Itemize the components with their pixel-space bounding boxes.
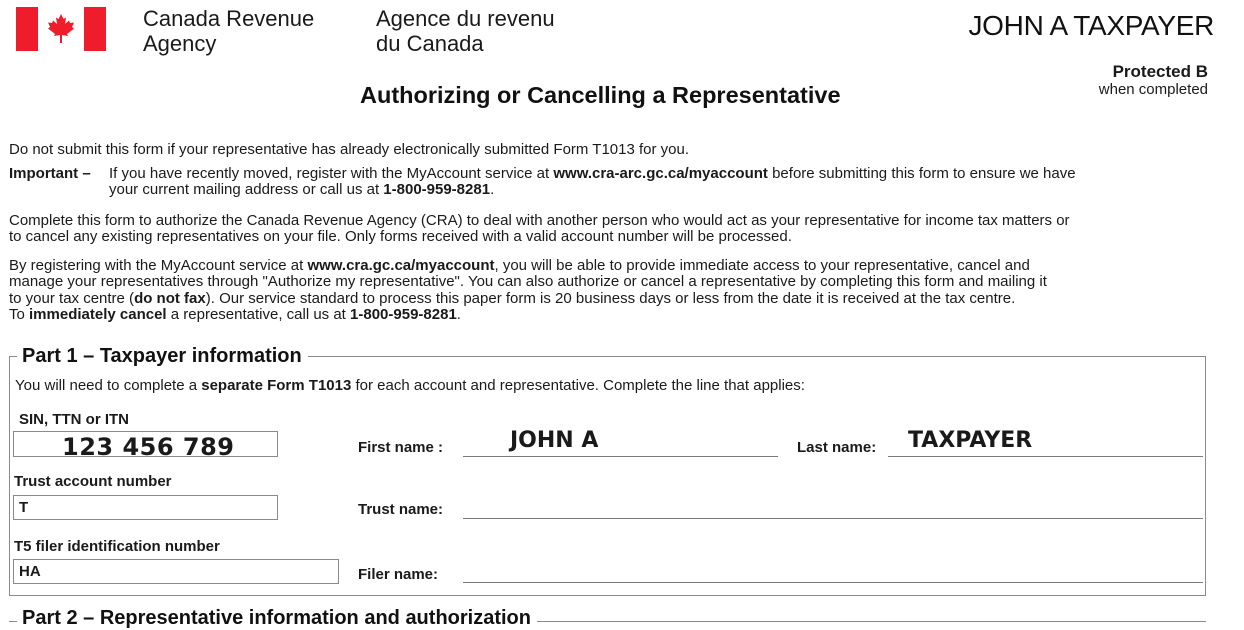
register-text-5: To bbox=[9, 306, 30, 324]
first-name-value: JOHN A bbox=[510, 428, 599, 453]
agency-name-french bbox=[376, 6, 555, 56]
maple-leaf-icon bbox=[47, 13, 75, 45]
sin-input[interactable] bbox=[13, 431, 278, 461]
register-paragraph bbox=[9, 258, 1047, 324]
important-label: Important – bbox=[9, 165, 91, 182]
flag-left-bar bbox=[16, 7, 38, 51]
sin-value: 123 456 789 bbox=[62, 433, 235, 461]
register-text-1: By registering with the MyAccount service at bbox=[9, 257, 308, 274]
filer-name-label: Filer name: bbox=[358, 566, 439, 583]
part1-title: Part 1 – Taxpayer information bbox=[17, 345, 308, 368]
complete-line1: Complete this form to authorize the Canada Revenue Agency (CRA) to deal with another person who would act as your representative for income tax matters or bbox=[9, 212, 1070, 229]
sin-label: SIN, TTN or ITN bbox=[19, 411, 129, 428]
trust-name-label: Trust name: bbox=[358, 501, 444, 518]
important-text-1: If you have recently moved, register with the MyAccount service at bbox=[109, 165, 554, 182]
instr-bold: separate Form T1013 bbox=[201, 377, 352, 394]
important-text bbox=[109, 166, 1076, 199]
first-name-label: First name : bbox=[358, 439, 444, 456]
trust-name-input[interactable] bbox=[463, 518, 1203, 519]
complete-paragraph bbox=[9, 213, 1070, 246]
complete-line2: to cancel any existing representatives on your file. Only forms received with a valid account number will be processed. bbox=[9, 228, 792, 246]
important-text-3: your current mailing address or call us at bbox=[109, 181, 384, 199]
immediately-cancel: immediately cancel bbox=[29, 306, 167, 324]
myaccount-link-2[interactable]: www.cra.gc.ca/myaccount bbox=[307, 257, 495, 274]
do-not-fax: do not fax bbox=[134, 289, 206, 307]
page-title: Authorizing or Cancelling a Representative bbox=[360, 82, 841, 108]
t5-filer-label: T5 filer identification number bbox=[14, 538, 220, 555]
instr-text-2: for each account and representative. Complete the line that applies: bbox=[351, 377, 805, 394]
myaccount-link[interactable]: www.cra-arc.gc.ca/myaccount bbox=[553, 165, 768, 182]
agency-en-line1: Canada Revenue bbox=[143, 6, 315, 31]
register-text-3: to your tax centre ( bbox=[9, 289, 135, 307]
agency-name-english bbox=[143, 6, 314, 56]
register-text-2: , you will be able to provide immediate access to your representative, cancel and bbox=[494, 257, 1030, 274]
last-name-value: TAXPAYER bbox=[908, 428, 1033, 453]
protected-sub: when completed bbox=[1098, 81, 1208, 98]
filer-name-input[interactable] bbox=[463, 582, 1203, 583]
first-name-input[interactable] bbox=[463, 456, 778, 457]
protected-label: Protected B bbox=[1112, 62, 1208, 81]
flag-right-bar bbox=[84, 7, 106, 51]
trust-account-label: Trust account number bbox=[14, 473, 172, 490]
register-line2: manage your representatives through "Authorize my representative". You can also authorize or cancel a representative by completing this form and mailing it bbox=[9, 273, 1047, 291]
last-name-label: Last name: bbox=[797, 439, 877, 456]
register-text-7: . bbox=[456, 306, 461, 324]
agency-fr-line2: du Canada bbox=[376, 31, 484, 56]
part1-instruction bbox=[15, 377, 805, 394]
intro-line1: Do not submit this form if your representative has already electronically submitted Form T1013 for you. bbox=[9, 141, 690, 158]
important-notice bbox=[9, 166, 1209, 200]
agency-fr-line1: Agence du revenu bbox=[376, 6, 555, 31]
canada-flag-logo bbox=[16, 7, 106, 51]
important-text-2: before submitting this form to ensure we have bbox=[767, 165, 1076, 182]
taxpayer-name-header: JOHN A TAXPAYER bbox=[968, 10, 1214, 41]
important-text-4: . bbox=[490, 181, 495, 199]
instr-text-1: You will need to complete a bbox=[15, 377, 202, 394]
register-text-4: ). Our service standard to process this paper form is 20 business days or less from the date it is received at the tax centre. bbox=[205, 289, 1016, 307]
t5-filer-input[interactable]: HA bbox=[13, 559, 339, 584]
last-name-input[interactable] bbox=[888, 456, 1203, 457]
phone-number-2: 1-800-959-8281 bbox=[350, 306, 457, 324]
agency-en-line2: Agency bbox=[143, 31, 217, 56]
part2-title: Part 2 – Representative information and authorization bbox=[17, 607, 537, 630]
protected-b-notice bbox=[1099, 62, 1208, 98]
trust-account-input[interactable]: T bbox=[13, 495, 278, 520]
register-text-6: a representative, call us at bbox=[166, 306, 351, 324]
phone-number: 1-800-959-8281 bbox=[383, 181, 491, 199]
